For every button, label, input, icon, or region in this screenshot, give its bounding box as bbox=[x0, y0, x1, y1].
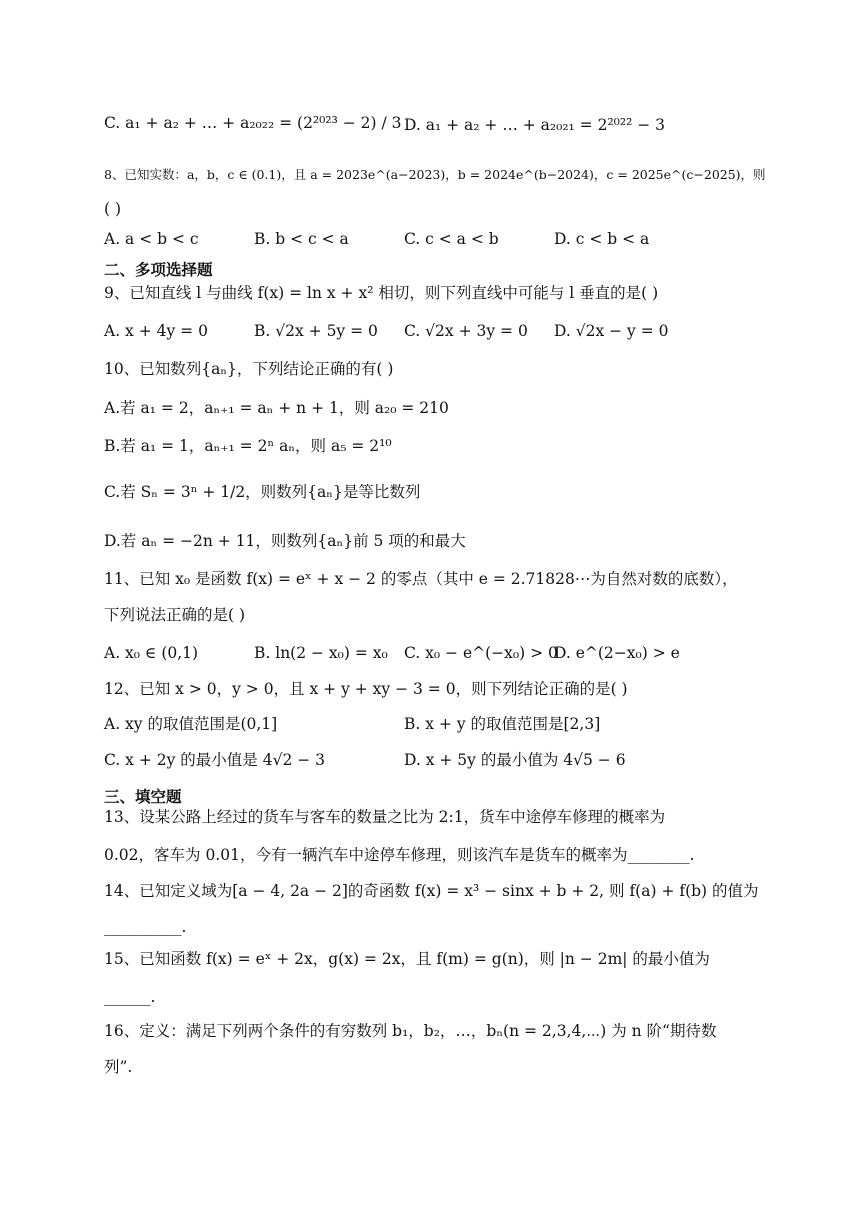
q8-option-d: D. c < b < a bbox=[554, 230, 650, 248]
q12-option-d: D. x + 5y 的最小值为 4√5 − 6 bbox=[404, 751, 626, 769]
q11-option-a: A. x₀ ∈ (0,1) bbox=[104, 644, 199, 662]
q16-stem: 16、定义：满足下列两个条件的有穷数列 b₁，b₂，…，bₙ(n = 2,3,4,⋯) 为 n 阶“期待数 bbox=[104, 1022, 717, 1040]
q10-stem: 10、已知数列{aₙ}，下列结论正确的有( ) bbox=[104, 360, 394, 378]
q11-option-b: B. ln(2 − x₀) = x₀ bbox=[254, 644, 388, 662]
q10-option-d: D.若 aₙ = −2n + 11，则数列{aₙ}前 5 项的和最大 bbox=[104, 532, 466, 550]
q11-stem: 11、已知 x₀ 是函数 f(x) = eˣ + x − 2 的零点（其中 e = 2.71828⋯为自然对数的底数）， bbox=[104, 570, 738, 588]
q10-option-c: C.若 Sₙ = 3ⁿ + 1/2，则数列{aₙ}是等比数列 bbox=[104, 483, 421, 501]
q12-option-a: A. xy 的取值范围是(0,1] bbox=[104, 715, 278, 733]
q13-stem: 13、设某公路上经过的货车与客车的数量之比为 2:1，货车中途停车修理的概率为 bbox=[104, 808, 666, 826]
q14-blank: __________. bbox=[104, 918, 187, 936]
q9-option-a: A. x + 4y = 0 bbox=[104, 322, 208, 340]
q15-blank: ______. bbox=[104, 988, 156, 1006]
q9-option-b: B. √2x + 5y = 0 bbox=[254, 322, 378, 340]
q12-option-c: C. x + 2y 的最小值是 4√2 − 3 bbox=[104, 751, 326, 769]
q8-option-a: A. a < b < c bbox=[104, 230, 199, 248]
section-title-fill-blank: 三、填空题 bbox=[104, 788, 182, 806]
q14-stem: 14、已知定义域为[a − 4, 2a − 2]的奇函数 f(x) = x³ − sinx + b + 2, 则 f(a) + f(b) 的值为 bbox=[104, 882, 759, 900]
q12-option-b: B. x + y 的取值范围是[2,3] bbox=[404, 715, 601, 733]
q9-option-c: C. √2x + 3y = 0 bbox=[404, 322, 528, 340]
q11-option-c: C. x₀ − e^(−x₀) > 0 bbox=[404, 644, 558, 662]
q8-option-c: C. c < a < b bbox=[404, 230, 499, 248]
q11-stem-cont: 下列说法正确的是( ) bbox=[104, 606, 246, 624]
q9-stem: 9、已知直线 l 与曲线 f(x) = ln x + x² 相切，则下列直线中可能与 l 垂直的是( ) bbox=[104, 284, 659, 302]
q16-stem-cont: 列”. bbox=[104, 1058, 133, 1076]
q7-option-d: D. a₁ + a₂ + … + a₂₀₂₁ = 2²⁰²² − 3 bbox=[404, 116, 666, 134]
q7-option-c: C. a₁ + a₂ + … + a₂₀₂₂ = (2²⁰²³ − 2) / 3 bbox=[104, 114, 402, 132]
q12-stem: 12、已知 x > 0，y > 0，且 x + y + xy − 3 = 0，则下列结论正确的是( ) bbox=[104, 680, 628, 698]
q8-option-b: B. b < c < a bbox=[254, 230, 349, 248]
q9-option-d: D. √2x − y = 0 bbox=[554, 322, 669, 340]
q10-option-a: A.若 a₁ = 2，aₙ₊₁ = aₙ + n + 1，则 a₂₀ = 210 bbox=[104, 399, 449, 417]
section-title-multiple-choice: 二、多项选择题 bbox=[104, 261, 213, 279]
q11-option-d: D. e^(2−x₀) > e bbox=[554, 644, 680, 662]
q8-stem: 8、已知实数：a，b，c ∈ (0.1)，且 a = 2023e^(a−2023)，b = 2024e^(b−2024)，c = 2025e^(c−2025)，则 bbox=[104, 167, 766, 182]
q15-stem: 15、已知函数 f(x) = eˣ + 2x，g(x) = 2x，且 f(m) = g(n)，则 |n − 2m| 的最小值为 bbox=[104, 950, 710, 968]
q8-stem-cont: ( ) bbox=[104, 200, 122, 218]
q10-option-b: B.若 a₁ = 1，aₙ₊₁ = 2ⁿ aₙ，则 a₅ = 2¹⁰ bbox=[104, 437, 392, 455]
q13-stem-cont: 0.02，客车为 0.01，今有一辆汽车中途停车修理，则该汽车是货车的概率为________. bbox=[104, 846, 695, 864]
